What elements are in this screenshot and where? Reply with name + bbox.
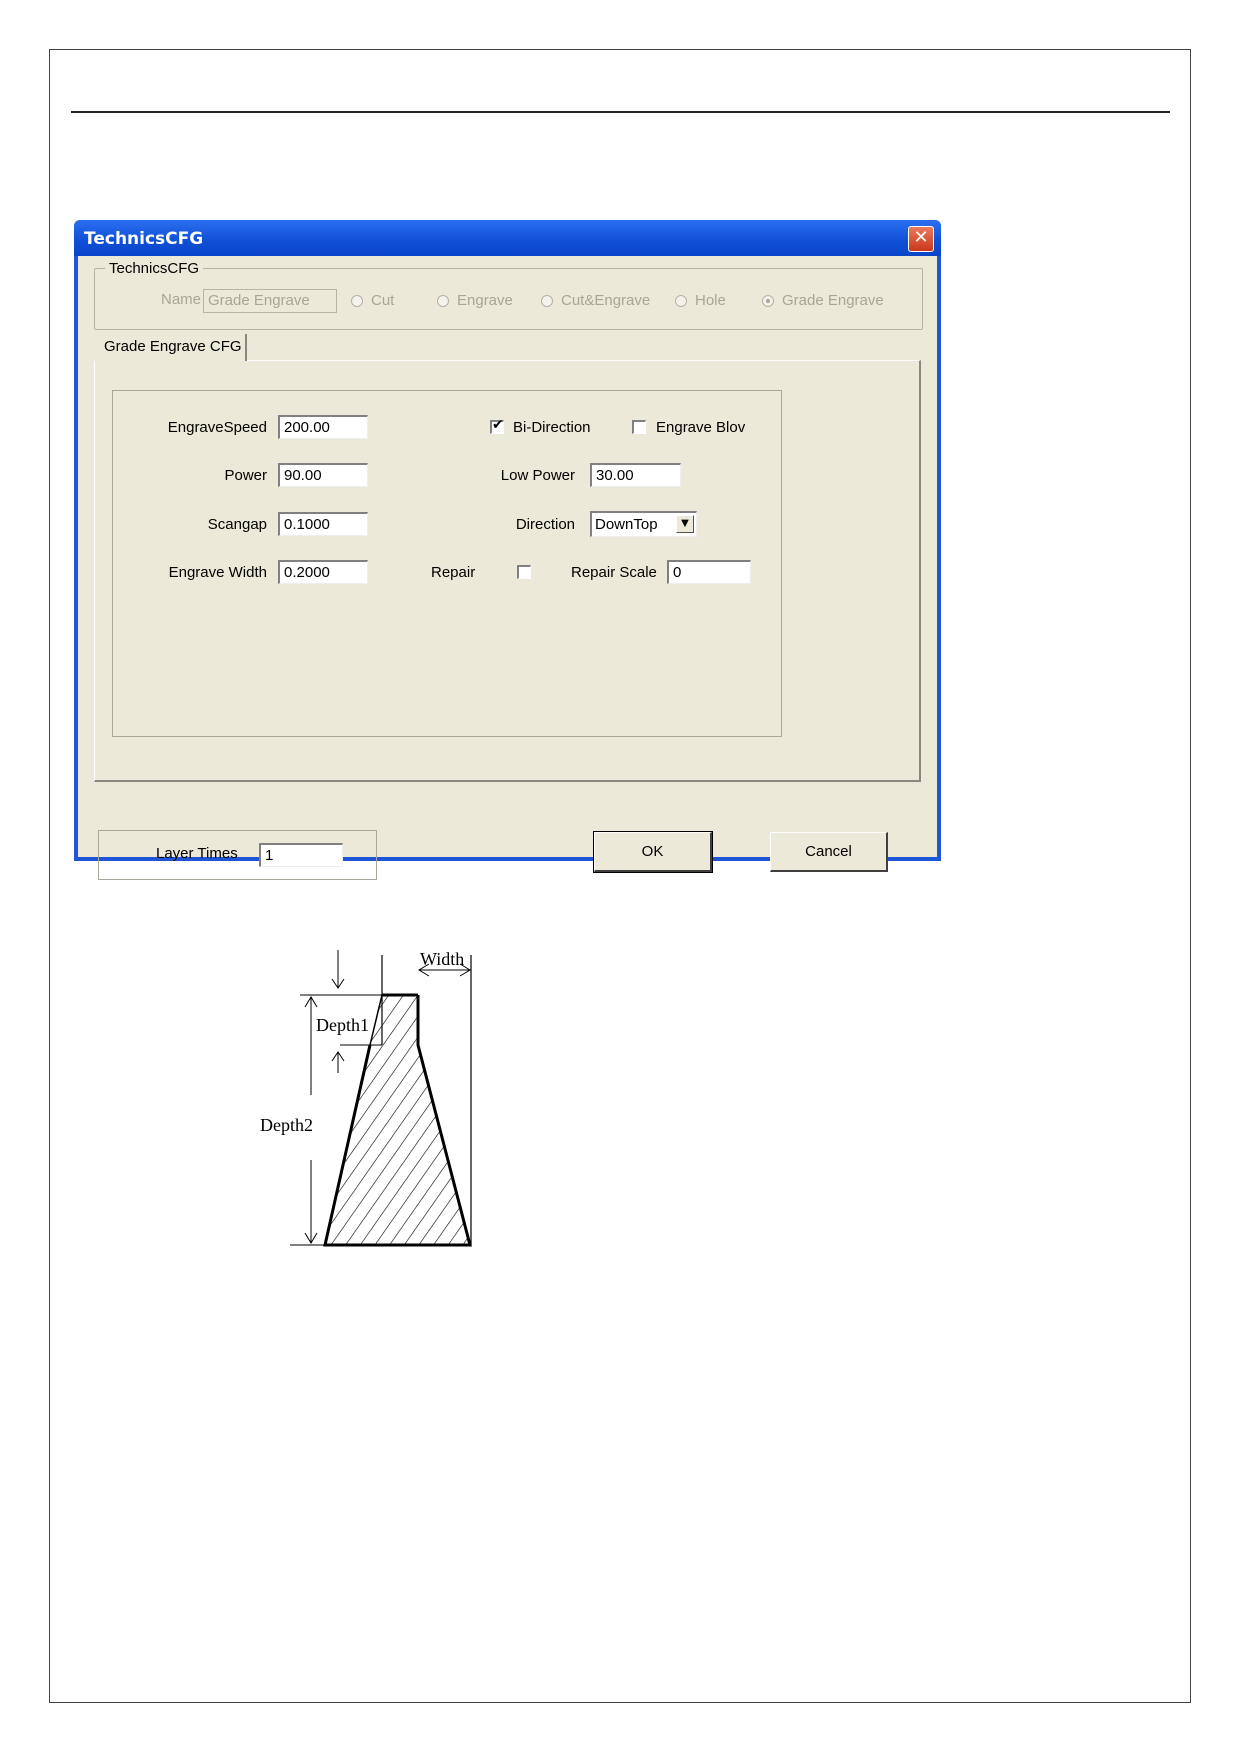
mode-label: Engrave	[457, 292, 513, 309]
radio-icon	[437, 295, 449, 307]
tab-grade-engrave-cfg[interactable]	[94, 334, 247, 361]
engrave-speed-field[interactable]: 200.00	[278, 415, 368, 439]
mode-label: Grade Engrave	[782, 292, 884, 309]
radio-icon	[351, 295, 363, 307]
power-label: Power	[224, 467, 267, 484]
name-label: Name	[161, 291, 202, 308]
engrave-blow-checkbox[interactable]	[632, 420, 646, 434]
low-power-field[interactable]: 30.00	[590, 463, 681, 487]
repair-label: Repair	[431, 564, 476, 581]
repair-scale-label: Repair Scale	[571, 564, 657, 581]
tab-label: Grade Engrave CFG	[104, 338, 242, 355]
power-field[interactable]: 90.00	[278, 463, 368, 487]
scangap-label: Scangap	[207, 516, 267, 533]
header-rule	[71, 111, 1170, 113]
ok-button[interactable]: OK	[594, 832, 712, 872]
title-bar[interactable]	[74, 220, 941, 256]
direction-label: Direction	[515, 516, 575, 533]
layer-times-label: Layer Times	[156, 845, 238, 862]
radio-icon	[675, 295, 687, 307]
dialog-client-area	[78, 256, 937, 864]
engrave-blow-label: Engrave Blov	[656, 419, 746, 436]
engrave-width-field[interactable]: 0.2000	[278, 560, 368, 584]
depth2-label: Depth2	[260, 1115, 313, 1135]
direction-value: DownTop	[595, 516, 658, 533]
radio-selected-icon	[762, 295, 774, 307]
low-power-label: Low Power	[500, 467, 575, 484]
layer-times-field[interactable]: 1	[259, 843, 343, 867]
technics-cfg-dialog	[74, 220, 941, 864]
group-box-label: TechnicsCFG	[105, 260, 203, 277]
settings-frame	[112, 390, 782, 737]
cancel-button[interactable]: Cancel	[770, 832, 888, 872]
dialog-title: TechnicsCFG	[84, 229, 204, 249]
radio-icon	[541, 295, 553, 307]
depth1-label: Depth1	[316, 1015, 369, 1035]
direction-select[interactable]	[590, 511, 697, 537]
bi-direction-label: Bi-Direction	[513, 419, 591, 436]
repair-checkbox[interactable]	[517, 565, 531, 579]
engrave-profile-diagram	[240, 935, 490, 1255]
close-icon: ✕	[913, 227, 929, 248]
mode-label: Cut&Engrave	[561, 292, 651, 309]
engrave-speed-label: EngraveSpeed	[167, 419, 267, 436]
layer-times-frame	[98, 830, 377, 880]
mode-label: Cut	[371, 292, 395, 309]
repair-scale-field[interactable]: 0	[667, 560, 751, 584]
scangap-field[interactable]: 0.1000	[278, 512, 368, 536]
mode-label: Hole	[695, 292, 726, 309]
chevron-down-icon[interactable]: ▼	[676, 515, 694, 533]
close-button[interactable]	[908, 226, 934, 252]
name-field[interactable]: Grade Engrave	[203, 289, 337, 313]
engrave-width-label: Engrave Width	[168, 564, 267, 581]
technics-group-box	[94, 260, 923, 330]
bi-direction-checkbox[interactable]	[490, 417, 504, 434]
checkmark-icon: ✔	[492, 417, 504, 433]
width-label: Width	[420, 949, 465, 969]
